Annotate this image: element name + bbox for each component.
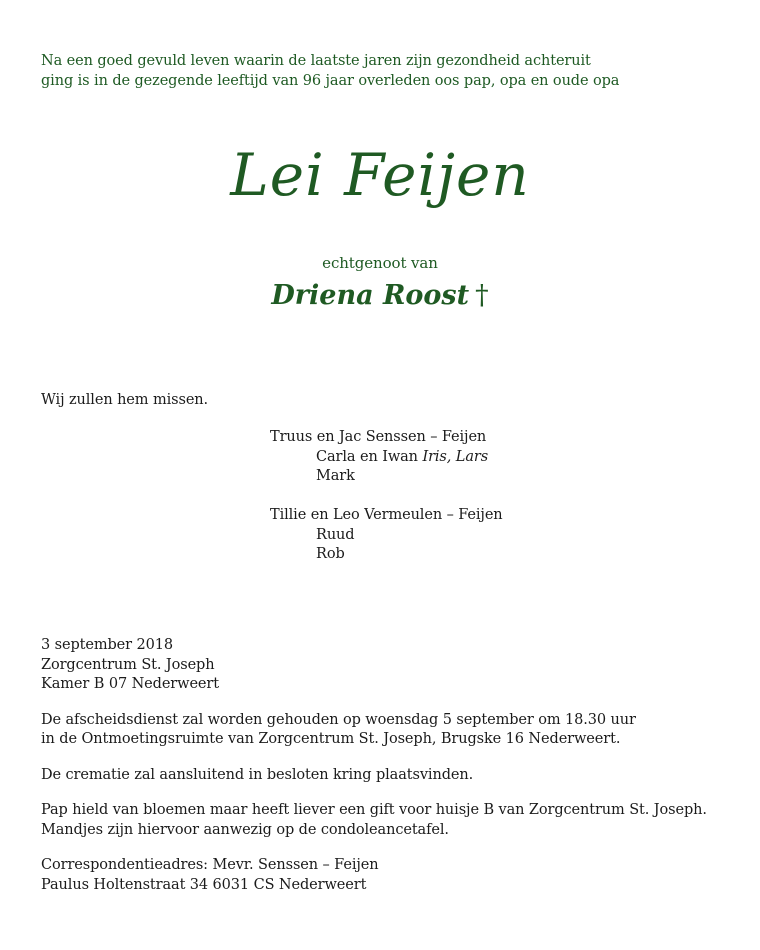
flowers-line-1: Pap hield van bloemen maar heeft liever een gift voor huisje B van Zorgcentrum St. Joseph. xyxy=(41,802,707,818)
cremation-text: De crematie zal aansluitend in besloten kring plaatsvinden. xyxy=(41,766,474,783)
spouse-line xyxy=(0,276,760,316)
spouse-name: Driena Roost xyxy=(271,280,470,311)
cross-icon: † xyxy=(475,280,489,311)
miss-text: Wij zullen hem missen. xyxy=(41,392,209,408)
intro-line-1: Na een goed gevuld leven waarin de laatste jaren zijn gezondheid achteruit xyxy=(41,53,591,69)
correspondence-line-1: Correspondentieadres: Mevr. Senssen – Feijen xyxy=(41,857,379,873)
family-parents-2: Tillie en Leo Vermeulen – Feijen xyxy=(270,507,503,523)
intro-text xyxy=(41,52,619,91)
location-line-2: Kamer B 07 Nederweert xyxy=(41,676,219,692)
correspondence-line-2: Paulus Holtenstraat 34 6031 CS Nederweert xyxy=(41,876,367,893)
intro-line-2: ging is in de gezegende leeftijd van 96 jaar overleden oos pap, opa en oude opa xyxy=(41,72,620,89)
family-child-1 xyxy=(270,448,503,468)
family-child-4: Rob xyxy=(316,546,345,562)
deceased-name: Lei Feijen xyxy=(230,141,530,209)
flowers-line-2: Mandjes zijn hiervoor aanwezig op de condoleancetafel. xyxy=(41,821,449,838)
family-child-3: Ruud xyxy=(316,526,355,543)
details-section xyxy=(41,636,707,895)
date-text: 3 september 2018 xyxy=(41,637,174,653)
family-list xyxy=(270,428,503,565)
spouse-intro: echtgenoot van xyxy=(322,254,438,272)
family-grandchildren: Iris, Lars xyxy=(422,448,489,465)
service-line-1: De afscheidsdienst zal worden gehouden op woensdag 5 september om 18.30 uur xyxy=(41,711,636,728)
location-line-1: Zorgcentrum St. Joseph xyxy=(41,656,215,673)
family-child-names: Carla en Iwan xyxy=(316,448,418,465)
family-child-2: Mark xyxy=(316,468,355,484)
service-line-2: in de Ontmoetingsruimte van Zorgcentrum St. Joseph, Brugske 16 Nederweert. xyxy=(41,731,621,747)
family-parents-1: Truus en Jac Senssen – Feijen xyxy=(270,429,487,445)
